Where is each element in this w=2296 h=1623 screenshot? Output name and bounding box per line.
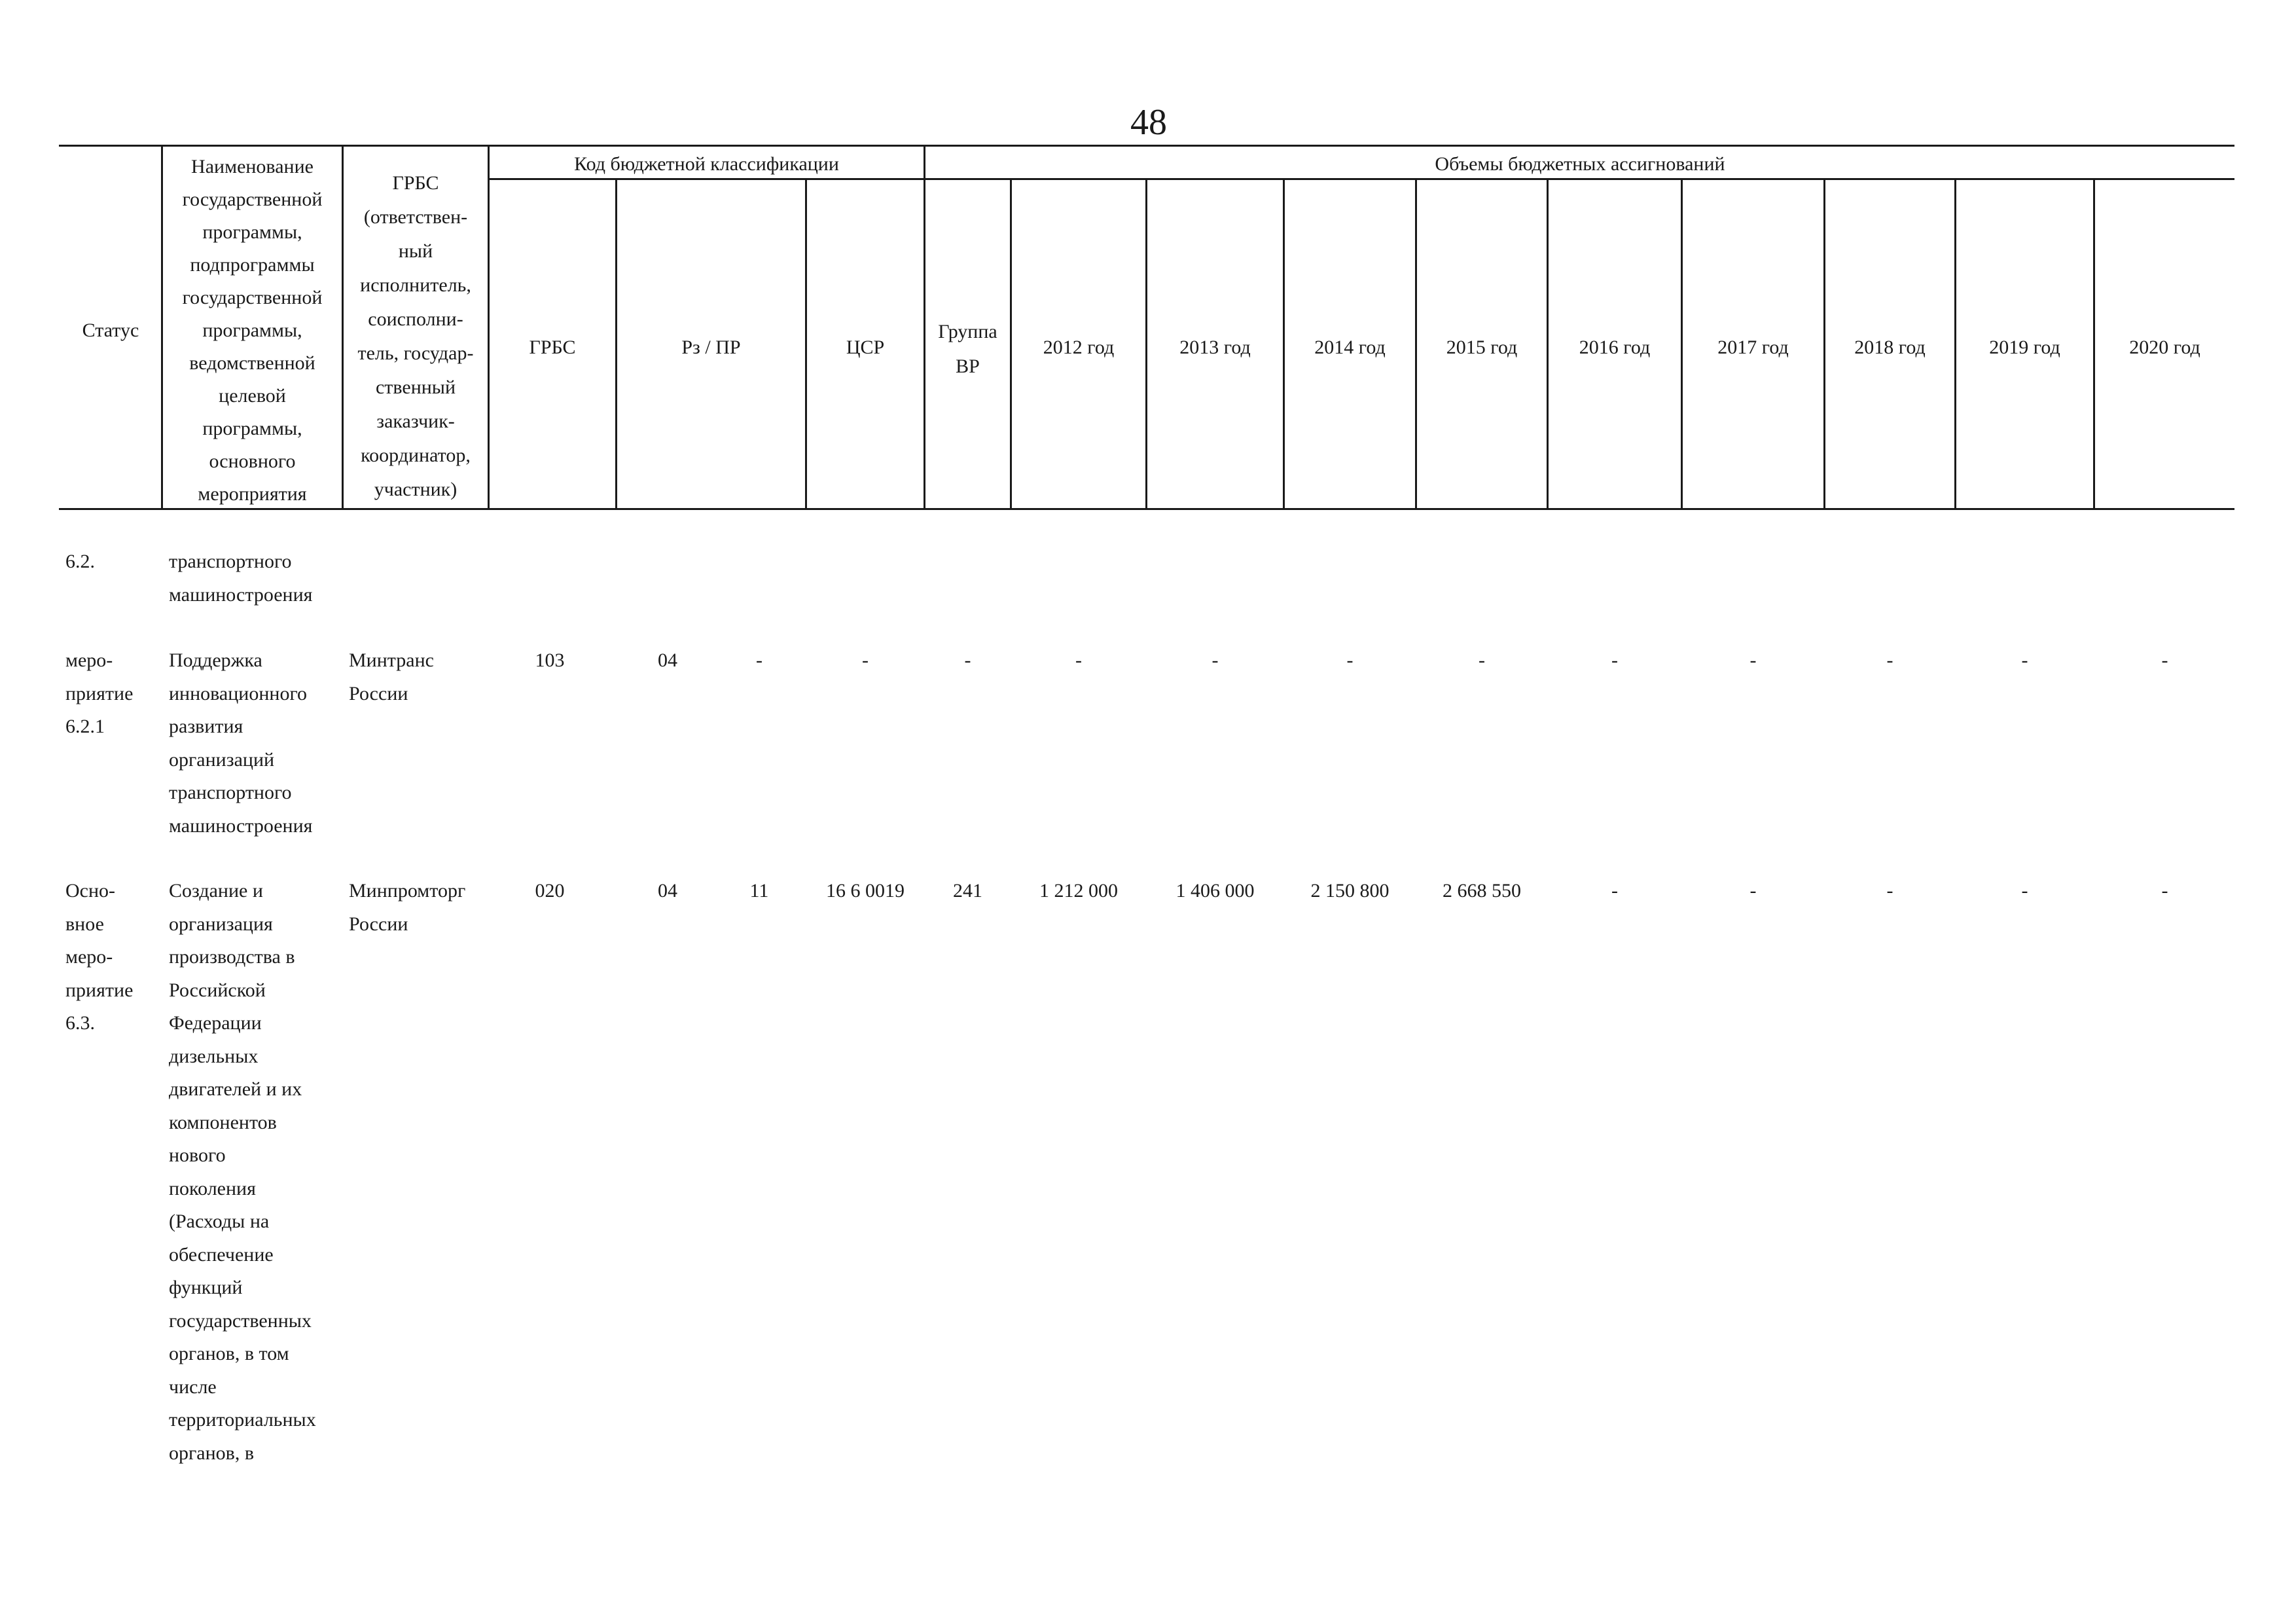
- row-status: 6.2.: [65, 551, 95, 572]
- col-divider: [488, 145, 490, 510]
- header-program-name: Наименование государственной программы, подпрограммы государственной программы, ведомственной целевой программы, основного мероприятия: [182, 156, 323, 505]
- header-year-2013: 2013 год: [1179, 337, 1251, 358]
- row-code-extra: 11: [749, 880, 769, 902]
- header-vr-group: Группа ВР: [938, 321, 997, 377]
- row-csr: 16 6 0019: [826, 880, 905, 902]
- row-value-2019: -: [2021, 880, 2028, 902]
- row-value-2012: 1 212 000: [1039, 880, 1118, 902]
- row-value-2017: -: [1749, 880, 1757, 902]
- header-year-2017: 2017 год: [1717, 337, 1789, 358]
- row-value-2015: 2 668 550: [1443, 880, 1521, 902]
- header-budget-code-group: Код бюджетной классификации: [574, 153, 839, 175]
- row-rz-pr: 04: [658, 649, 677, 671]
- row-value-2014: -: [1346, 649, 1354, 671]
- row-value-2013: 1 406 000: [1175, 880, 1255, 902]
- row-value-2020: -: [2161, 880, 2168, 902]
- row-value-2020: -: [2161, 649, 2168, 671]
- row-code-extra: -: [756, 649, 762, 671]
- row-value-2017: -: [1749, 649, 1757, 671]
- header-status: Статус: [82, 319, 139, 341]
- header-year-2018: 2018 год: [1854, 337, 1926, 358]
- header-year-2016: 2016 год: [1579, 337, 1651, 358]
- header-year-2015: 2015 год: [1446, 337, 1518, 358]
- row-vr: -: [964, 649, 971, 671]
- header-year-2020: 2020 год: [2129, 337, 2200, 358]
- group-header-divider: [488, 178, 2234, 180]
- row-program-name: Создание и организация производства в Российской Федерации дизельных двигателей и их компонентов нового поколения (Расходы на обеспечение функций государственных органов, в том числе территориальных органов, в: [169, 880, 316, 1464]
- row-value-2013: -: [1211, 649, 1219, 671]
- row-value-2015: -: [1479, 649, 1485, 671]
- row-vr: 241: [953, 880, 982, 902]
- header-year-2012: 2012 год: [1043, 337, 1115, 358]
- row-rz-pr: 04: [658, 880, 677, 902]
- row-grbs: 020: [535, 880, 565, 902]
- row-grbs: 103: [535, 649, 565, 671]
- row-value-2016: -: [1611, 649, 1618, 671]
- row-value-2019: -: [2021, 649, 2028, 671]
- row-value-2018: -: [1886, 649, 1893, 671]
- row-responsible-executor: Минпромторг России: [349, 880, 466, 935]
- row-value-2014: 2 150 800: [1310, 880, 1390, 902]
- header-rz-pr: Рз / ПР: [681, 337, 741, 358]
- row-value-2018: -: [1886, 880, 1893, 902]
- row-responsible-executor: Минтранс России: [349, 649, 434, 704]
- header-grbs: ГРБС: [529, 337, 576, 358]
- header-responsible-executor: ГРБС (ответствен- ный исполнитель, соисполни- тель, государ- ственный заказчик- координатор, участник): [357, 172, 474, 500]
- header-year-2014: 2014 год: [1314, 337, 1386, 358]
- row-program-name: Поддержка инновационного развития организаций транспортного машиностроения: [169, 649, 313, 837]
- row-value-2012: -: [1075, 649, 1082, 671]
- header-year-2019: 2019 год: [1989, 337, 2060, 358]
- row-program-name: транспортного машиностроения: [169, 551, 313, 606]
- header-csr: ЦСР: [846, 337, 885, 358]
- page-number: 48: [1130, 102, 1167, 143]
- row-status: Осно- вное меро- приятие 6.3.: [65, 880, 134, 1034]
- row-status: меро- приятие 6.2.1: [65, 649, 134, 737]
- row-value-2016: -: [1611, 880, 1618, 902]
- table-top-border: [59, 145, 2234, 147]
- row-csr: -: [862, 649, 869, 671]
- header-budget-volume-group: Объемы бюджетных ассигнований: [1435, 153, 1725, 175]
